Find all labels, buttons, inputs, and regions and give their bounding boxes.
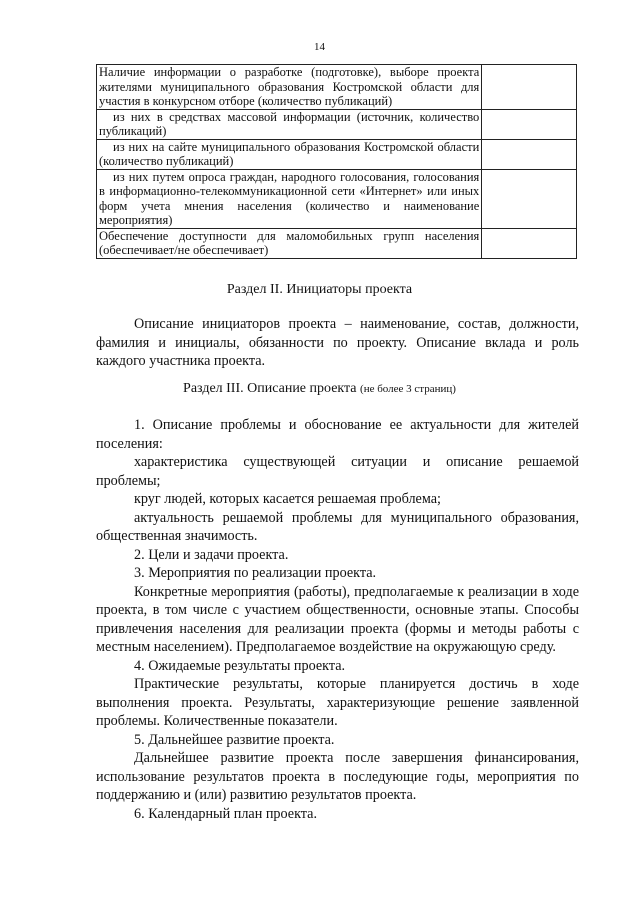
table-row-label: из них на сайте муниципального образования Костромской области (количество публикаций) bbox=[97, 139, 482, 169]
section-3-paragraph: 4. Ожидаемые результаты проекта. bbox=[134, 657, 346, 674]
section-3-paragraph: Конкретные мероприятия (работы), предполагаемые к реализации в ходе проекта, в том числе с участием общественности, основные этапы. Способы привлечения населения для реализации проекта (формы и методы работы с местным населением). Предполагаемое воздействие на окружающую среду. bbox=[96, 583, 579, 655]
table-row-label: Наличие информации о разработке (подготовке), выборе проекта жителями муниципального образования Костромской области для участия в конкурсном отборе (количество публикаций) bbox=[97, 65, 482, 110]
section-3-length-note: (не более 3 страниц) bbox=[360, 383, 456, 395]
table-row-value bbox=[482, 228, 577, 258]
section-3-paragraph: 1. Описание проблемы и обоснование ее актуальности для жителей поселения: bbox=[96, 417, 579, 452]
section-3-heading: Раздел III. Описание проекта bbox=[183, 381, 357, 396]
page-number: 14 bbox=[314, 41, 325, 53]
table-row-label: из них путем опроса граждан, народного голосования, голосования в информационно-телекоммуникационной сети «Интернет» или иных форм учета мнения населения (количество и наименование мероприятия) bbox=[97, 169, 482, 228]
section-3-paragraph: характеристика существующей ситуации и описание решаемой проблемы; bbox=[96, 454, 579, 489]
section-3-title bbox=[0, 381, 639, 397]
section-2-body bbox=[96, 315, 579, 371]
section-3-paragraph: 5. Дальнейшее развитие проекта. bbox=[134, 731, 335, 748]
section-3-paragraph: 3. Мероприятия по реализации проекта. bbox=[134, 565, 377, 581]
table-row-label: Обеспечение доступности для маломобильных групп населения (обеспечивает/не обеспечивает) bbox=[97, 228, 482, 258]
section-3-paragraph: круг людей, которых касается решаемая проблема; bbox=[134, 491, 441, 507]
table-row-value bbox=[482, 169, 577, 228]
section-3-paragraph: 6. Календарный план проекта. bbox=[134, 805, 318, 822]
table-body bbox=[97, 65, 577, 259]
section-2-title: Раздел II. Инициаторы проекта bbox=[226, 282, 413, 297]
table-row-value bbox=[482, 109, 577, 139]
table-row-label: из них в средствах массовой информации (источник, количество публикаций) bbox=[97, 109, 482, 139]
section-3-paragraph: Дальнейшее развитие проекта после завершения финансирования, использование результатов проекта в последующие годы, мероприятия по поддержанию и (или) развитию результатов проекта. bbox=[96, 750, 579, 803]
section-3-body bbox=[96, 416, 579, 823]
table-row bbox=[97, 169, 577, 228]
table-row-value bbox=[482, 139, 577, 169]
section-2-paragraph: Описание инициаторов проекта – наименование, состав, должности, фамилия и инициалы, обязанности по проекту. Описание вклада и роль каждого участника проекта. bbox=[96, 316, 579, 369]
table-row bbox=[97, 139, 577, 169]
table-row bbox=[97, 228, 577, 258]
table-row bbox=[97, 65, 577, 110]
project-info-table bbox=[96, 64, 577, 259]
section-3-paragraph: Практические результаты, которые планируется достичь в ходе выполнения проекта. Результаты, характеризующие решение заявленной проблемы. Количественные показатели. bbox=[96, 676, 579, 729]
table-row-value bbox=[482, 65, 577, 110]
section-3-paragraph: 2. Цели и задачи проекта. bbox=[134, 546, 289, 563]
section-3-paragraph: актуальность решаемой проблемы для муниципального образования, общественная значимость. bbox=[96, 509, 579, 544]
table-row bbox=[97, 109, 577, 139]
